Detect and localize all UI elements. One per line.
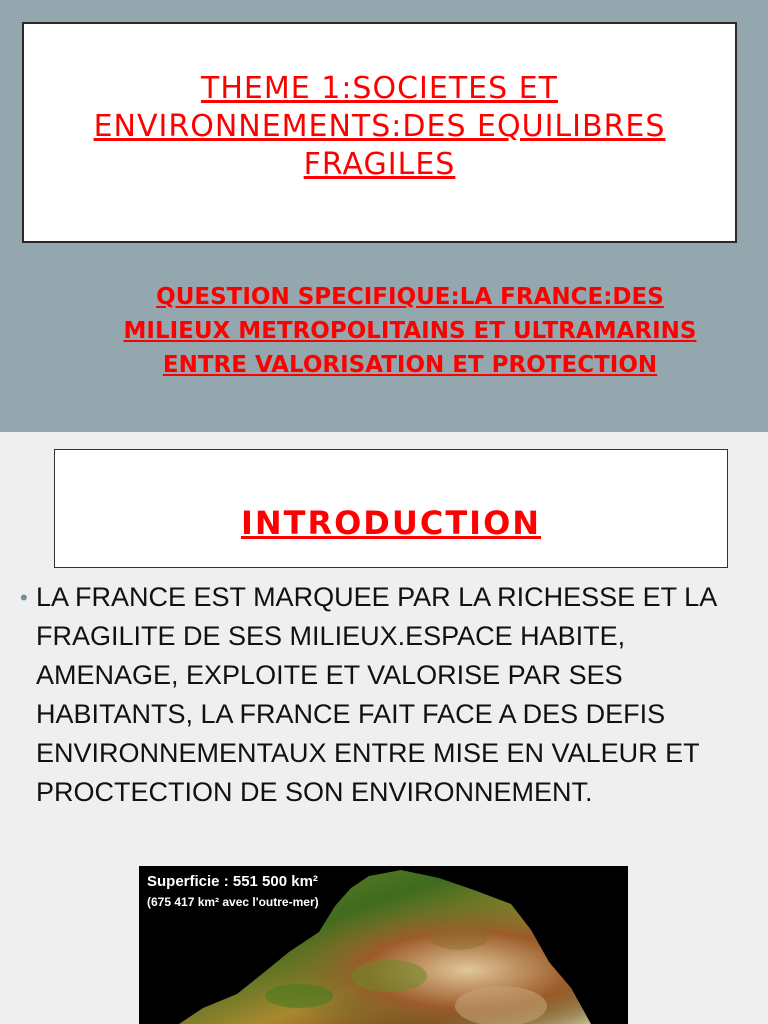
title-slide (0, 0, 768, 432)
introduction-slide (0, 432, 768, 864)
bullet-text: LA FRANCE EST MARQUEE PAR LA RICHESSE ET LA FRAGILITE DE SES MILIEUX.ESPACE HABITE, AMENAGE, EXPLOITE ET VALORISE PAR SES HABITANTS, LA FRANCE FAIT FACE A DES DEFIS ENVIRONNEMENTAUX ENTRE MISE EN VALEUR ET PROCTECTION DE SON ENVIRONNEMENT. (36, 582, 716, 807)
bullet-list (20, 578, 765, 812)
introduction-heading-box (54, 449, 728, 568)
bullet-dot-icon: • (20, 585, 28, 610)
map-area-sublabel: (675 417 km² avec l'outre-mer) (147, 895, 319, 909)
map-slide (0, 864, 768, 1024)
slide-title: THEME 1:SOCIETES ET ENVIRONNEMENTS:DES EQUILIBRES FRAGILES (93, 70, 666, 182)
map-caption (147, 872, 319, 912)
title-box (22, 22, 737, 243)
map-area-label: Superficie : 551 500 km² (147, 873, 318, 890)
france-relief-map (139, 866, 628, 1024)
introduction-heading: INTRODUCTION (240, 504, 542, 542)
slide-subtitle: QUESTION SPECIFIQUE:LA FRANCE:DES MILIEUX METROPOLITAINS ET ULTRAMARINS ENTRE VALORISATION ET PROTECTION (123, 284, 697, 378)
